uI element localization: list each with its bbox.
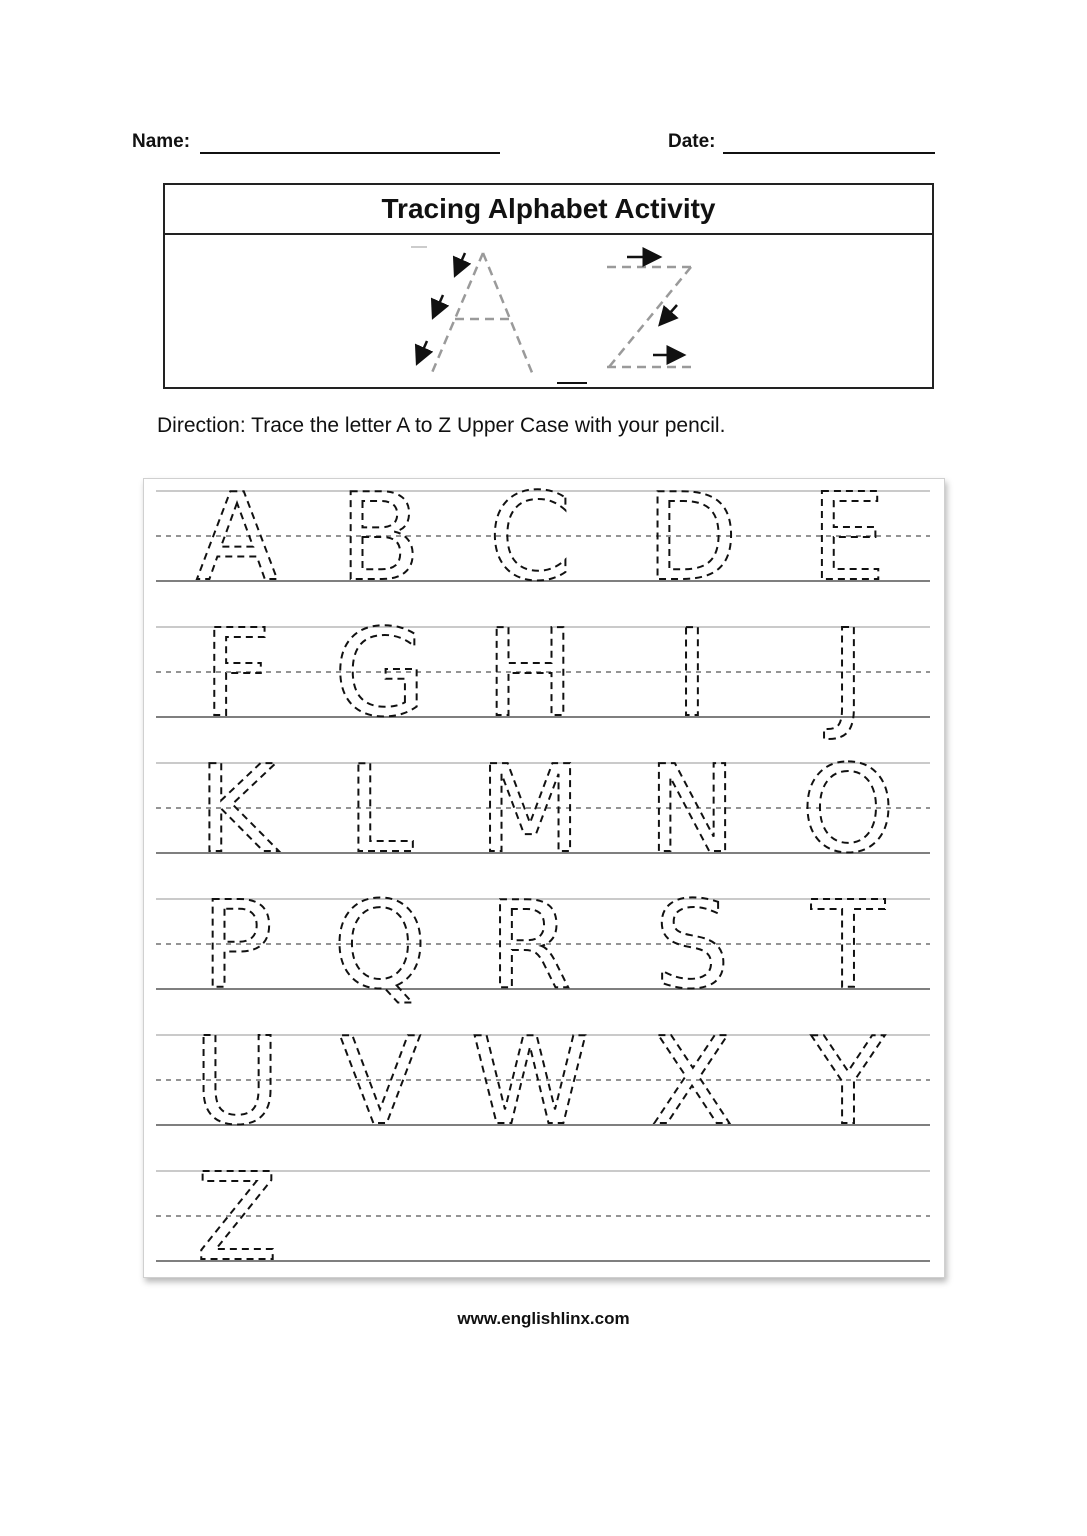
trace-letter-m[interactable]: M — [478, 741, 582, 880]
trace-letter-v[interactable]: V — [338, 1013, 422, 1152]
demo-letter-a — [431, 253, 533, 375]
trace-letter-z[interactable]: Z — [195, 1149, 279, 1277]
demo-arrows-z — [627, 257, 679, 355]
demo-letters — [165, 233, 932, 387]
trace-letter-q[interactable]: Q — [332, 877, 428, 1016]
footer-url: www.englishlinx.com — [457, 1309, 630, 1328]
trace-letter-c[interactable]: C — [488, 479, 572, 608]
date-line[interactable] — [723, 152, 935, 154]
demo-letter-z — [607, 267, 691, 367]
tracing-row — [156, 605, 930, 744]
tracing-row — [156, 877, 930, 1016]
trace-letter-b[interactable]: B — [338, 479, 422, 608]
direction-text: Direction: Trace the letter A to Z Upper Case with your pencil. — [157, 414, 726, 437]
trace-letter-r[interactable]: R — [488, 877, 572, 1016]
trace-letter-o[interactable]: O — [800, 741, 896, 880]
trace-letter-u[interactable]: U — [193, 1013, 281, 1152]
tracing-row — [156, 1149, 930, 1277]
tracing-sheet — [144, 479, 944, 1277]
trace-letter-i[interactable]: I — [674, 605, 710, 744]
trace-letter-p[interactable]: P — [200, 877, 274, 1016]
trace-letter-f[interactable]: F — [202, 605, 272, 744]
trace-letter-g[interactable]: G — [333, 605, 427, 744]
trace-letter-t[interactable]: T — [811, 877, 885, 1016]
trace-letter-x[interactable]: X — [650, 1013, 734, 1152]
tracing-row — [156, 1013, 930, 1152]
trace-letter-s[interactable]: S — [653, 877, 731, 1016]
trace-letter-l[interactable]: L — [346, 741, 414, 880]
trace-letter-j[interactable]: J — [830, 605, 866, 744]
date-label: Date: — [668, 131, 716, 152]
tracing-panel[interactable] — [143, 478, 945, 1278]
title-row — [165, 185, 932, 235]
tracing-row — [156, 479, 930, 608]
trace-letter-n[interactable]: N — [647, 741, 737, 880]
demo-arrows-a — [419, 253, 465, 359]
name-line[interactable] — [200, 152, 500, 154]
name-label: Name: — [132, 131, 191, 152]
trace-letter-k[interactable]: K — [197, 741, 277, 880]
trace-letter-w[interactable]: W — [470, 1013, 590, 1152]
trace-letter-y[interactable]: Y — [811, 1013, 885, 1152]
trace-letter-e[interactable]: E — [810, 479, 886, 608]
trace-letter-a[interactable]: A — [195, 479, 279, 608]
trace-letter-h[interactable]: H — [484, 605, 576, 744]
page-title: Tracing Alphabet Activity — [381, 193, 716, 224]
title-box — [163, 183, 934, 389]
tracing-row — [156, 741, 930, 880]
trace-letter-d[interactable]: D — [645, 479, 739, 608]
